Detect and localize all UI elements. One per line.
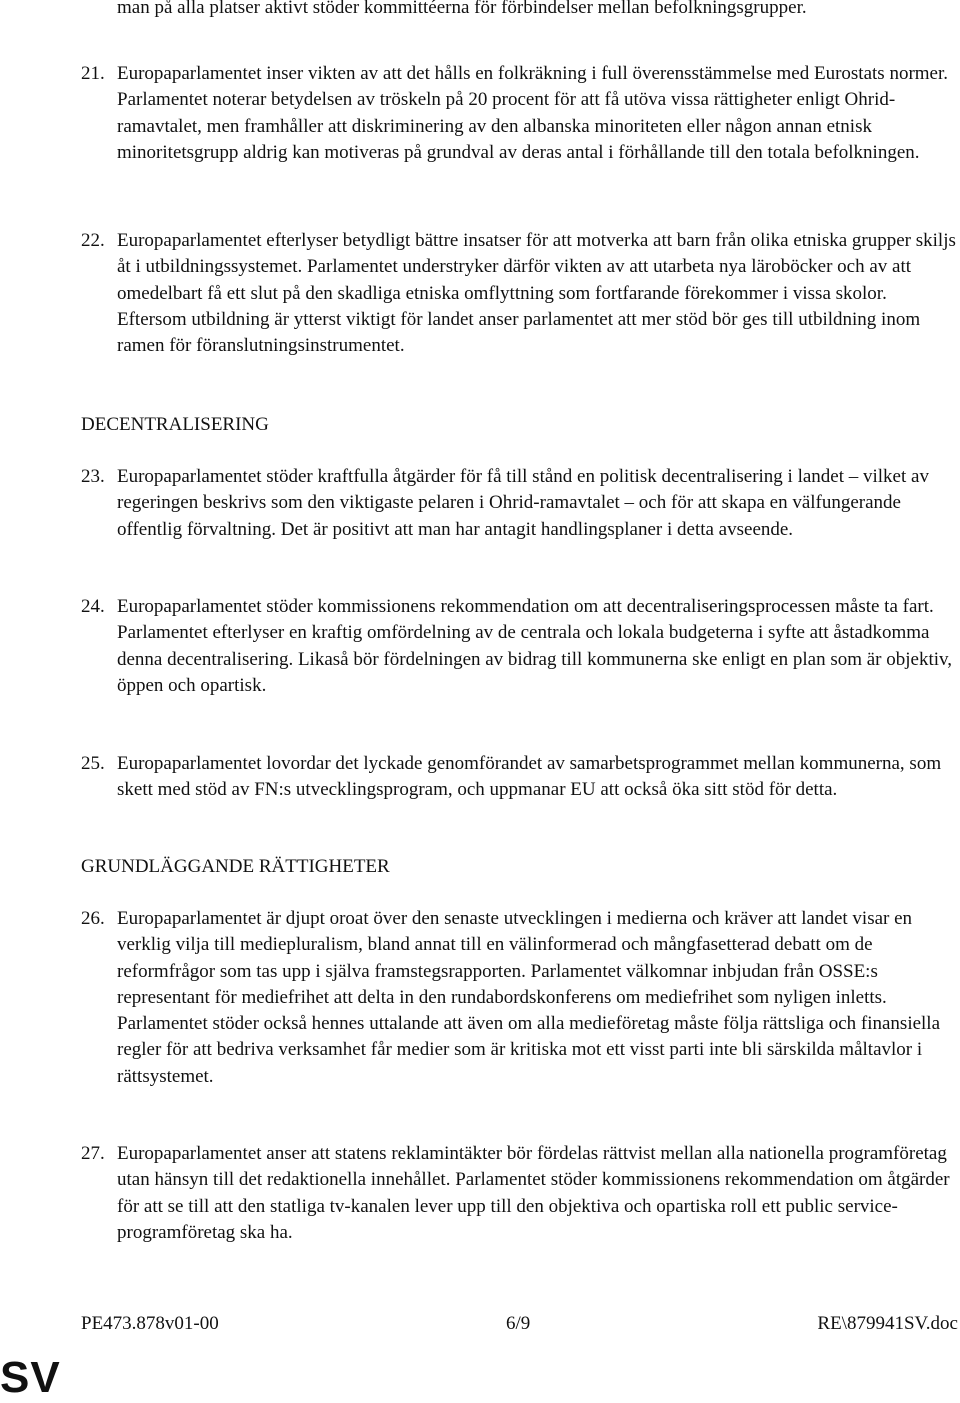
paragraph-text: Europaparlamentet efterlyser betydligt bättre insatser för att motverka att barn från olika etniska grupper skiljs åt i utbildningssystemet. Parlamentet understryker därför vikten av att utarbeta nya läroböcker och av att omedelbart få ett slut på den skadliga etniska omflyttning som fortfarande förekommer i vissa skolor. Eftersom utbildning är ytterst viktigt för landet anser parlamentet att mer stöd bör ges till utbildning inom ramen för föranslutningsinstrumentet. [117, 230, 956, 357]
paragraph-number: 27. [81, 1143, 105, 1164]
paragraph-text: Europaparlamentet inser vikten av att det hålls en folkräkning i full överensstämmelse med Eurostats normer. Parlamentet noterar betydelsen av tröskeln på 20 procent för att få utöva vissa rättigheter enligt Ohrid-ramavtalet, men framhåller att diskriminering av den albanska minoriteten eller någon annan etnisk minoritetsgrupp aldrig kan motiveras på grundval av deras antal i förhållande till den totala befolkningen. [117, 63, 949, 163]
paragraph-text: Europaparlamentet stöder kraftfulla åtgärder för få till stånd en politisk decentralisering i landet – vilket av regeringen beskrivs som den viktigaste pelaren i Ohrid-ramavtalet – och för att skapa en välfungerande offentlig förvaltning. Det är positivt att man har antagit handlingsplaner i detta avseende. [117, 466, 929, 540]
paragraph-21 [81, 61, 959, 166]
language-code: SV [0, 1353, 61, 1402]
footer-document-reference: PE473.878v01-00 [81, 1313, 219, 1334]
paragraph-number: 24. [81, 596, 105, 617]
paragraph-22 [81, 228, 959, 359]
paragraph-24 [81, 594, 959, 699]
paragraph-text: Europaparlamentet anser att statens reklamintäkter bör fördelas rättvist mellan alla nationella programföretag utan hänsyn till det redaktionella innehållet. Parlamentet stöder kommissionens rekommendation om åtgärder för att se till att den statliga tv-kanalen lever upp till den objektiva och opartiska roll ett public service-programföretag ska ha. [117, 1143, 950, 1243]
paragraph-continuation: man på alla platser aktivt stöder kommittéerna för förbindelser mellan befolkningsgrupper. [117, 0, 807, 18]
section-heading-decentralisering: DECENTRALISERING [81, 414, 269, 435]
paragraph-25 [81, 751, 959, 804]
footer-file-name: RE\879941SV.doc [817, 1313, 958, 1334]
page-footer [0, 1311, 960, 1337]
paragraph-text: Europaparlamentet stöder kommissionens rekommendation om att decentraliseringsprocessen måste ta fart. Parlamentet efterlyser en kraftig omfördelning av de centrala och lokala budgeterna i syfte att åstadkomma denna decentralisering. Likaså bör fördelningen av bidrag till kommunerna ske enligt en plan som är objektiv, öppen och opartisk. [117, 596, 953, 696]
paragraph-27 [81, 1141, 959, 1246]
paragraph-26 [81, 906, 959, 1090]
paragraph-number: 23. [81, 466, 105, 487]
paragraph-23 [81, 464, 959, 543]
section-heading-grundlaggande-rattigheter: GRUNDLÄGGANDE RÄTTIGHETER [81, 856, 390, 877]
paragraph-number: 26. [81, 908, 105, 929]
paragraph-text: Europaparlamentet är djupt oroat över den senaste utvecklingen i medierna och kräver att landet visar en verklig vilja till mediepluralism, bland annat till en välinformerad och mångfasetterad debatt om de reformfrågor som tas upp i själva framstegsrapporten. Parlamentet välkomnar inbjudan från OSSE:s representant för mediefrihet att delta in den rundabordskonferens om mediefrihet som nyligen inletts. Parlamentet stöder också hennes uttalande att även om alla medieföretag måste följa rättsliga och finansiella regler för att bedriva verksamhet får medier som är kritiska mot ett visst parti inte bli särskilda måltavlor i rättsystemet. [117, 908, 941, 1087]
paragraph-number: 21. [81, 63, 105, 84]
footer-page-number: 6/9 [506, 1313, 531, 1334]
paragraph-number: 25. [81, 753, 105, 774]
paragraph-text: Europaparlamentet lovordar det lyckade genomförandet av samarbetsprogrammet mellan kommunerna, som skett med stöd av FN:s utvecklingsprogram, och uppmanar EU att också öka sitt stöd för detta. [117, 753, 942, 801]
paragraph-number: 22. [81, 230, 105, 251]
